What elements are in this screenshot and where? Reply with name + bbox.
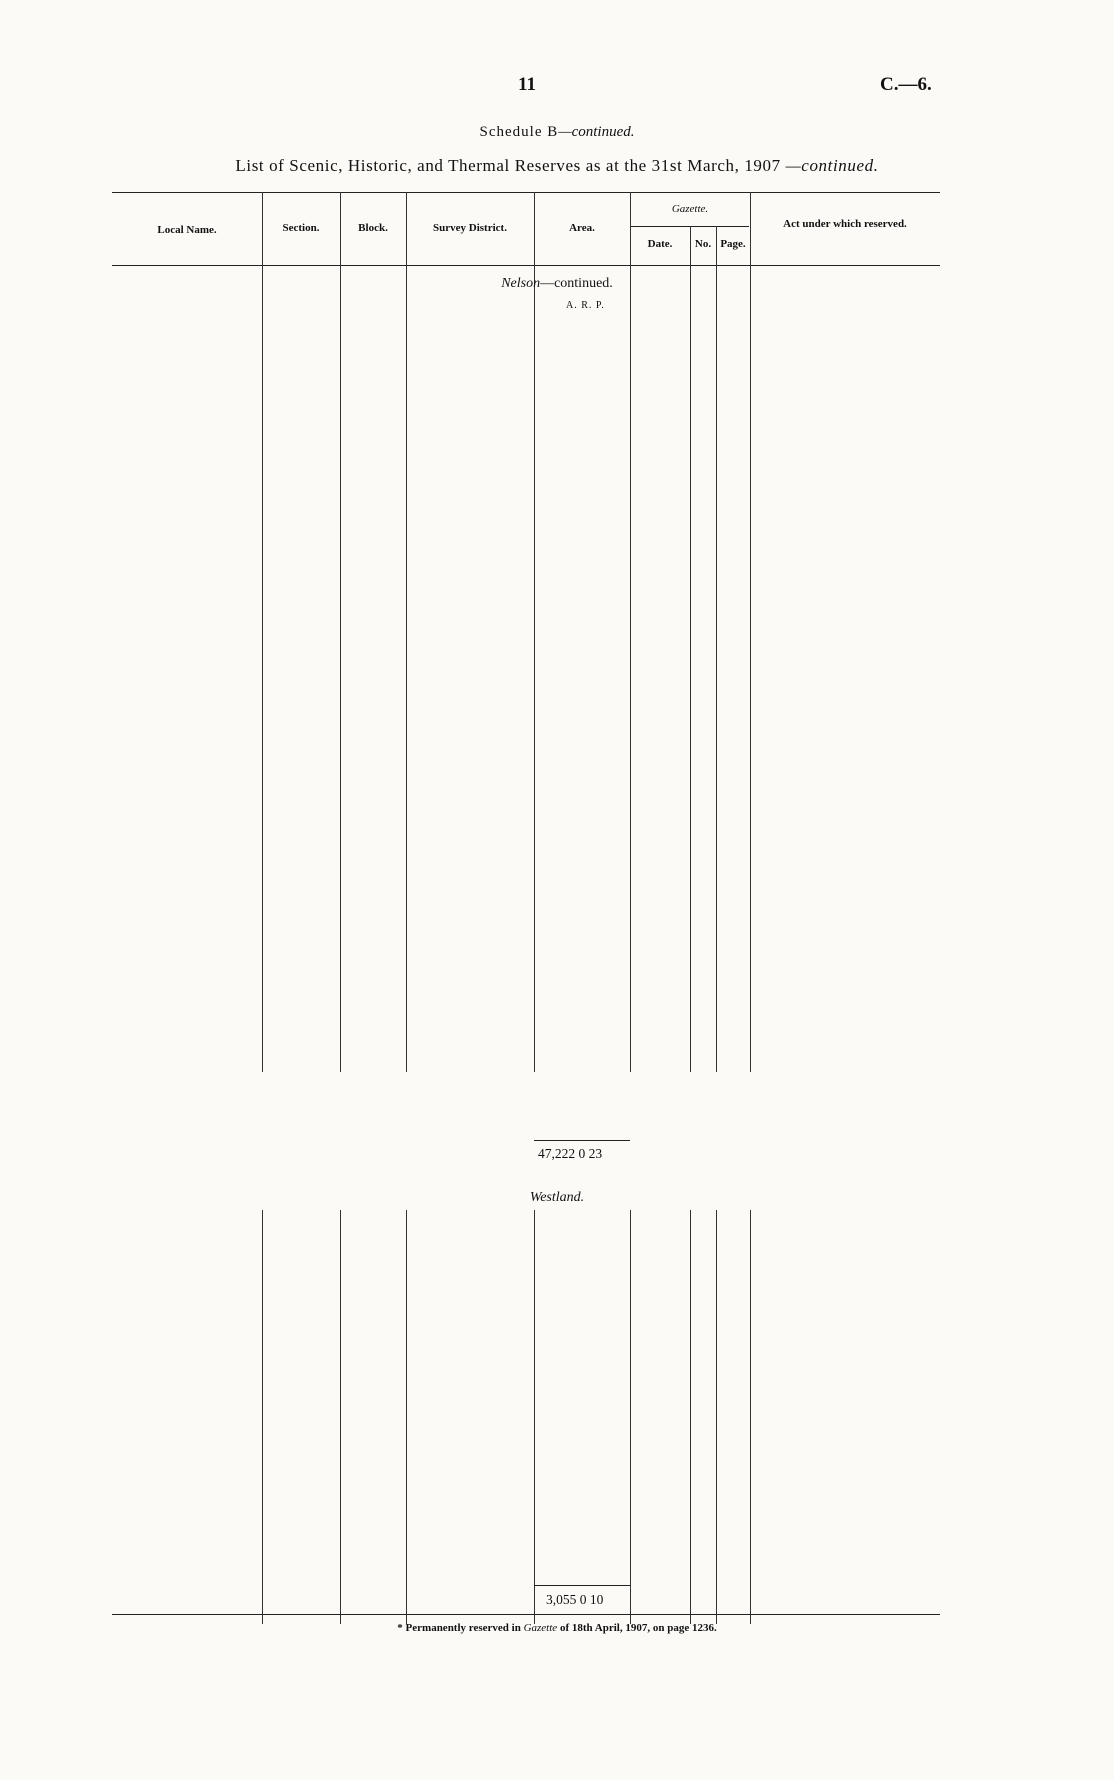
header-block: Block. xyxy=(358,222,388,234)
page-number: 11 xyxy=(518,74,536,95)
header-section: Section. xyxy=(282,222,320,234)
header-gazette: Gazette. xyxy=(671,203,709,215)
schedule-title: Schedule B—continued. xyxy=(479,124,635,140)
page-code: C.—6. xyxy=(880,74,932,95)
header-page: Page. xyxy=(720,238,746,250)
header-no: No. xyxy=(694,238,712,250)
header-area: Area. xyxy=(569,222,595,234)
westland-section-title: Westland. xyxy=(529,1190,585,1205)
area-units: A. R. P. xyxy=(566,300,605,311)
header-act: Act under which reserved. xyxy=(783,218,907,230)
nelson-section-title: Nelson—continued. xyxy=(501,276,613,291)
header-bottom-rule xyxy=(112,265,940,266)
footnote: * Permanently reserved in Gazette of 18th April, 1907, on page 1236. xyxy=(397,1622,717,1634)
list-title: List of Scenic, Historic, and Thermal Reserves as at the 31st March, 1907 —continued. xyxy=(235,156,879,175)
table-top-rule xyxy=(112,192,940,193)
header-date: Date. xyxy=(647,238,673,250)
header-local-name: Local Name. xyxy=(157,224,217,236)
westland-total: 3,055 0 10 xyxy=(546,1592,604,1607)
header-survey-district: Survey District. xyxy=(433,222,507,234)
nelson-total: 47,222 0 23 xyxy=(538,1146,603,1161)
